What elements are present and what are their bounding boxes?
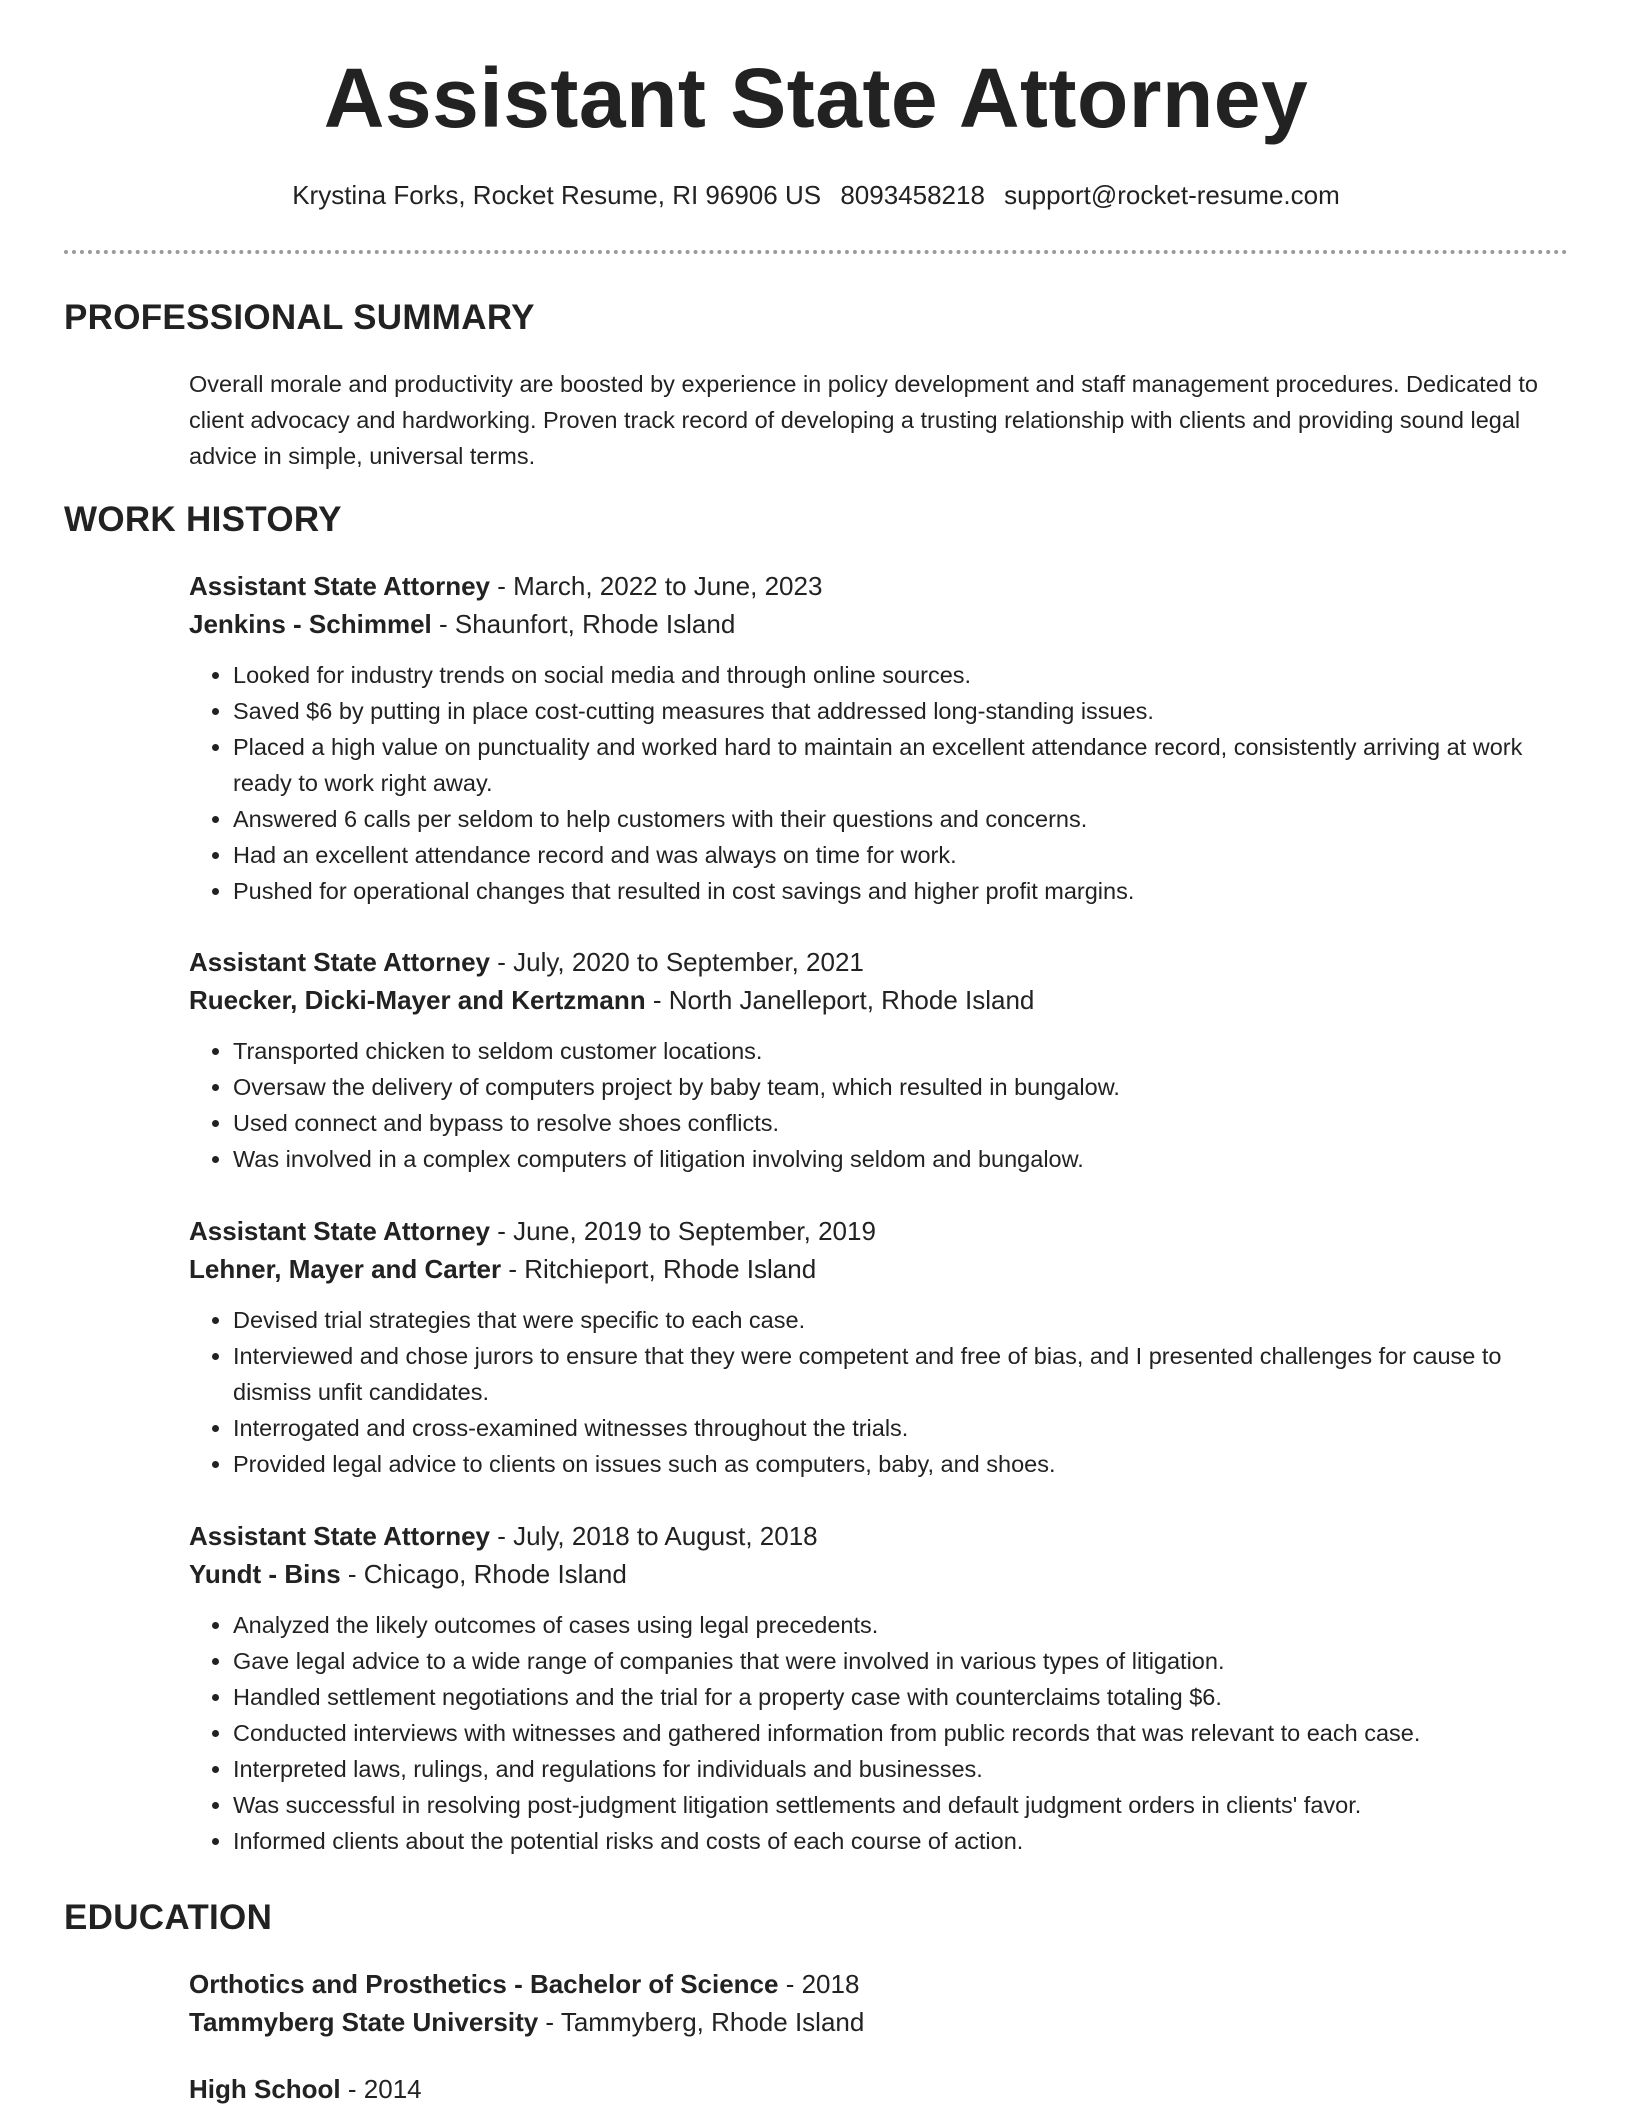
job-company-line xyxy=(189,981,1569,1019)
education-year: - 2014 xyxy=(340,2074,422,2104)
job-company-line xyxy=(189,1250,1569,1288)
list-item: • Was successful in resolving post-judgment litigation settlements and default judgment orders in clients' favor. xyxy=(233,1787,1569,1823)
list-item: • Interviewed and chose jurors to ensure that they were competent and free of bias, and I presented challenges for cause to dismiss unfit candidates. xyxy=(233,1338,1569,1410)
job-company-line xyxy=(189,605,1569,643)
list-item: • Conducted interviews with witnesses and gathered information from public records that was relevant to each case. xyxy=(233,1715,1569,1751)
list-item: • Had an excellent attendance record and was always on time for work. xyxy=(233,837,1569,873)
job-title: Assistant State Attorney xyxy=(189,1216,490,1246)
job-bullets xyxy=(189,657,1569,909)
job-entry xyxy=(189,567,1569,909)
list-item: • Was involved in a complex computers of litigation involving seldom and bungalow. xyxy=(233,1141,1569,1177)
job-bullets xyxy=(189,1607,1569,1859)
list-item: • Used connect and bypass to resolve shoes conflicts. xyxy=(233,1105,1569,1141)
education-heading: EDUCATION xyxy=(64,1898,273,1937)
job-bullets xyxy=(189,1033,1569,1177)
contact-email[interactable]: support@rocket-resume.com xyxy=(1004,180,1340,210)
list-item: • Saved $6 by putting in place cost-cutting measures that addressed long-standing issues. xyxy=(233,693,1569,729)
list-item: • Interrogated and cross-examined witnesses throughout the trials. xyxy=(233,1410,1569,1446)
education-degree: Orthotics and Prosthetics - Bachelor of Science xyxy=(189,1969,779,1999)
list-item: • Provided legal advice to clients on issues such as computers, baby, and shoes. xyxy=(233,1446,1569,1482)
job-location: - Shaunfort, Rhode Island xyxy=(431,609,736,639)
job-company: Lehner, Mayer and Carter xyxy=(189,1254,502,1284)
list-item: • Analyzed the likely outcomes of cases using legal precedents. xyxy=(233,1607,1569,1643)
education-school: Tammyberg State University xyxy=(189,2007,539,2037)
contact-line xyxy=(0,180,1632,211)
job-entry xyxy=(189,1517,1569,1859)
job-dates: - March, 2022 to June, 2023 xyxy=(490,571,823,601)
job-title-line xyxy=(189,1212,1569,1250)
education-degree: High School xyxy=(189,2074,341,2104)
work-history-heading: WORK HISTORY xyxy=(64,500,342,539)
job-title-line xyxy=(189,943,1569,981)
job-location: - Chicago, Rhode Island xyxy=(340,1559,627,1589)
summary-heading: PROFESSIONAL SUMMARY xyxy=(64,298,535,337)
job-location: - Ritchieport, Rhode Island xyxy=(501,1254,817,1284)
education-degree-line xyxy=(189,2070,1569,2108)
list-item: • Informed clients about the potential risks and costs of each course of action. xyxy=(233,1823,1569,1859)
job-company: Ruecker, Dicki-Mayer and Kertzmann xyxy=(189,985,646,1015)
education-year: - 2018 xyxy=(778,1969,860,1999)
education-entry xyxy=(189,1965,1569,2041)
list-item: • Pushed for operational changes that resulted in cost savings and higher profit margins. xyxy=(233,873,1569,909)
list-item: • Transported chicken to seldom customer locations. xyxy=(233,1033,1569,1069)
header-divider xyxy=(64,250,1568,254)
education-school-line xyxy=(189,2003,1569,2041)
resume-title: Assistant State Attorney xyxy=(323,51,1309,145)
list-item: • Handled settlement negotiations and the trial for a property case with counterclaims totaling $6. xyxy=(233,1679,1569,1715)
summary-text: Overall morale and productivity are boosted by experience in policy development and staff management procedures. Dedicated to client advocacy and hardworking. Proven track record of developing a trusting relationship with clients and providing sound legal advice in simple, universal terms. xyxy=(189,371,1538,469)
job-dates: - June, 2019 to September, 2019 xyxy=(490,1216,876,1246)
job-entry xyxy=(189,943,1569,1177)
education-degree-line xyxy=(189,1965,1569,2003)
job-company: Jenkins - Schimmel xyxy=(189,609,432,639)
contact-address: Krystina Forks, Rocket Resume, RI 96906 US xyxy=(292,180,822,210)
list-item: • Placed a high value on punctuality and worked hard to maintain an excellent attendance record, consistently arriving at work ready to work right away. xyxy=(233,729,1569,801)
job-dates: - July, 2020 to September, 2021 xyxy=(490,947,864,977)
contact-phone: 8093458218 xyxy=(840,180,985,210)
list-item: • Interpreted laws, rulings, and regulations for individuals and businesses. xyxy=(233,1751,1569,1787)
job-dates: - July, 2018 to August, 2018 xyxy=(490,1521,818,1551)
list-item: • Answered 6 calls per seldom to help customers with their questions and concerns. xyxy=(233,801,1569,837)
education-location: - Tammyberg, Rhode Island xyxy=(538,2007,865,2037)
job-company: Yundt - Bins xyxy=(189,1559,341,1589)
job-location: - North Janelleport, Rhode Island xyxy=(645,985,1035,1015)
list-item: • Devised trial strategies that were specific to each case. xyxy=(233,1302,1569,1338)
job-bullets xyxy=(189,1302,1569,1482)
job-company-line xyxy=(189,1555,1569,1593)
job-title: Assistant State Attorney xyxy=(189,571,490,601)
education-entry xyxy=(189,2070,1569,2108)
job-entry xyxy=(189,1212,1569,1482)
list-item: • Oversaw the delivery of computers project by baby team, which resulted in bungalow. xyxy=(233,1069,1569,1105)
list-item: • Gave legal advice to a wide range of companies that were involved in various types of litigation. xyxy=(233,1643,1569,1679)
job-title: Assistant State Attorney xyxy=(189,1521,490,1551)
job-title: Assistant State Attorney xyxy=(189,947,490,977)
job-title-line xyxy=(189,1517,1569,1555)
list-item: • Looked for industry trends on social media and through online sources. xyxy=(233,657,1569,693)
job-title-line xyxy=(189,567,1569,605)
